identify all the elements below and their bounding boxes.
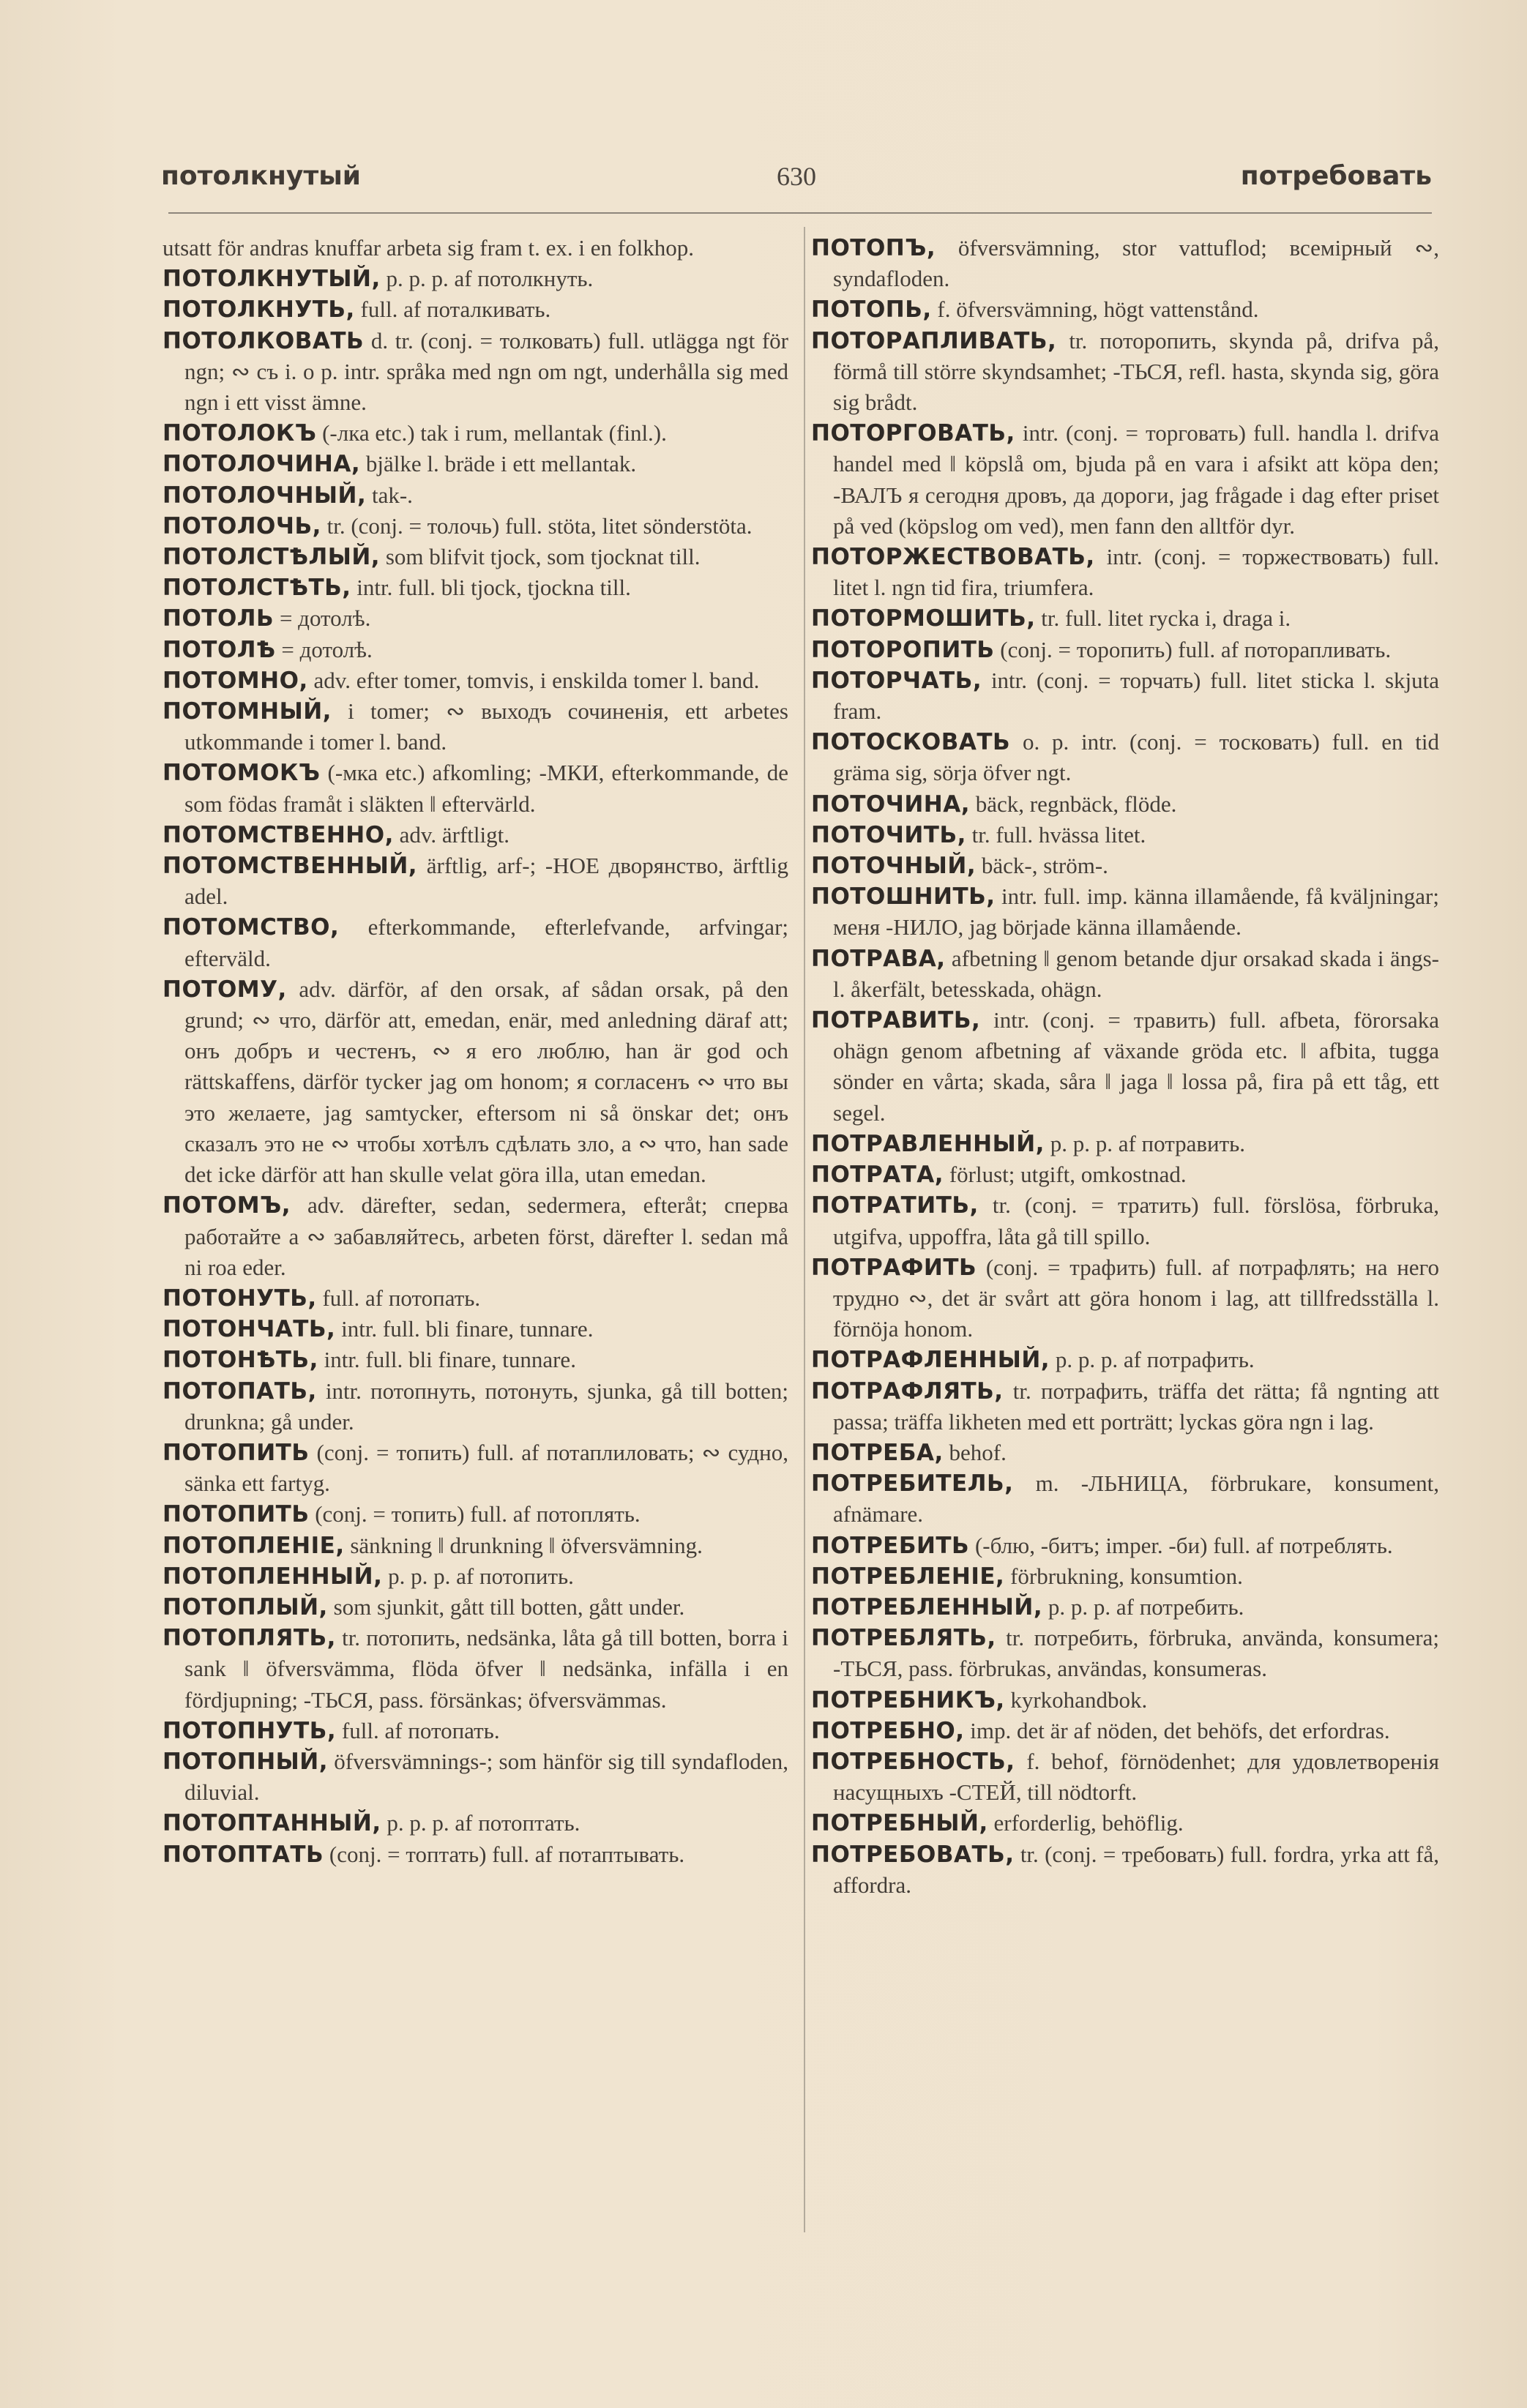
- entry-headword: ПОТОЛСТѢТЬ,: [163, 575, 351, 602]
- dictionary-entry: [163, 1839, 788, 1870]
- entry-definition: tr. потопить, nedsänka, låta gå till botten, borra i sank ‖ öfversvämma, flöda öfver ‖ nedsänka, infälla i en fördjupning; -ТЬСЯ, pass. försänkas; öfversvämmas.: [184, 1625, 788, 1713]
- dictionary-entry: [163, 449, 788, 479]
- entry-definition: (conj. = трафить) full. af потрафлять; на него трудно ∾, det är svårt att göra honom i lag, att tillfredsställa l. förnöja honom.: [833, 1254, 1439, 1342]
- dictionary-entry: [811, 1623, 1439, 1684]
- left-column: [163, 233, 788, 1870]
- entry-definition: full. af поталкивать.: [360, 296, 551, 323]
- dictionary-entry: [811, 603, 1439, 634]
- entry-headword: ПОТРАВЛЕННЫЙ,: [811, 1130, 1045, 1157]
- dictionary-entry: [811, 1159, 1439, 1190]
- dictionary-entry: [811, 1746, 1439, 1808]
- dictionary-entry: [163, 233, 788, 263]
- entry-headword: ПОТОПЛЫЙ,: [163, 1593, 328, 1620]
- dictionary-entry: [163, 1437, 788, 1499]
- dictionary-entry: [163, 974, 788, 1190]
- dictionary-entry: [163, 572, 788, 603]
- entry-headword: ПОТРЕБОВАТЬ,: [811, 1841, 1015, 1868]
- entry-headword: ПОТОРГОВАТЬ,: [811, 420, 1015, 447]
- entry-headword: ПОТОПНЫЙ,: [163, 1748, 329, 1775]
- entry-headword: ПОТРЕБНИКЪ,: [811, 1686, 1005, 1713]
- dictionary-entry: [811, 542, 1439, 603]
- dictionary-entry: [811, 850, 1439, 881]
- entry-headword: ПОТРЕБЛЕННЫЙ,: [811, 1593, 1043, 1620]
- dictionary-entry: [163, 294, 788, 325]
- entry-definition: = дотолѣ.: [279, 605, 371, 632]
- dictionary-entry: [163, 418, 788, 449]
- entry-definition: tr. full. hvässa litet.: [971, 821, 1146, 848]
- entry-definition: p. p. p. af потоптать.: [387, 1810, 580, 1836]
- entry-headword: ПОТОРЖЕСТВОВАТЬ,: [811, 544, 1095, 571]
- entry-definition: full. af потопать.: [341, 1717, 500, 1743]
- entry-definition: tak-.: [371, 482, 413, 508]
- entry-headword: ПОТОЧИНА,: [811, 790, 971, 818]
- entry-definition: (conj. = торопить) full. af поторапливать.: [1000, 636, 1392, 662]
- dictionary-entry: [811, 1190, 1439, 1252]
- entry-definition: (-блю, -битъ; imper. -би) full. af потреблять.: [974, 1532, 1393, 1558]
- header-first-word: потолкнутый: [161, 161, 361, 191]
- entry-definition: intr. (conj. = торжествовать) full. litet l. ngn tid fira, triumfera.: [833, 544, 1439, 601]
- entry-headword: ПОТОНУТЬ,: [163, 1285, 317, 1312]
- dictionary-entry: [811, 1129, 1439, 1159]
- entry-headword: ПОТОРАПЛИВАТЬ,: [811, 327, 1057, 354]
- entry-definition: behof.: [949, 1439, 1007, 1465]
- page-number: 630: [777, 162, 816, 191]
- entry-headword: ПОТОМСТВЕННЫЙ,: [163, 853, 418, 880]
- entry-headword: ПОТРЕБЛЕНІЕ,: [811, 1563, 1005, 1590]
- dictionary-entry: [811, 635, 1439, 665]
- dictionary-entry: [163, 1746, 788, 1808]
- entry-definition: öfversvämning, stor vattuflod; всемірный ∾, syndafloden.: [833, 235, 1440, 292]
- entry-definition: adv. därefter, sedan, sedermera, efteråt; сперва работайте а ∾ забавляйтесь, arbeten först, därefter l. sedan må ni roa eder.: [184, 1192, 789, 1280]
- entry-headword: ПОТОМЪ,: [163, 1192, 291, 1219]
- entry-definition: (-лка etc.) tak i rum, mellantak (finl.).: [322, 420, 667, 446]
- entry-headword: ПОТОЛКОВАТЬ: [163, 327, 365, 354]
- entry-definition: tr. (conj. = тратить) full. förslösa, förbruka, utgifva, uppoffra, låta gå till spillo.: [833, 1192, 1440, 1249]
- dictionary-entry: [811, 943, 1439, 1005]
- dictionary-entry: [811, 1592, 1439, 1623]
- dictionary-entry: [163, 1314, 788, 1345]
- header-last-word: потребовать: [1240, 161, 1432, 191]
- entry-definition: bjälke l. bräde i ett mellantak.: [365, 451, 637, 477]
- entry-definition: sänkning ‖ drunkning ‖ öfversvämning.: [350, 1532, 703, 1558]
- entry-definition: (conj. = топить) full. af потоплять.: [315, 1501, 641, 1528]
- dictionary-entry: [163, 1592, 788, 1623]
- dictionary-entry: [163, 603, 788, 634]
- entry-headword: ПОТРАВИТЬ,: [811, 1007, 981, 1034]
- dictionary-entry: [163, 542, 788, 572]
- entry-headword: ПОТОПЛЕННЫЙ,: [163, 1563, 383, 1590]
- entry-headword: ПОТОНѢТЬ,: [163, 1347, 318, 1374]
- dictionary-entry: [811, 1437, 1439, 1468]
- dictionary-entry: [811, 881, 1439, 943]
- entry-headword: ПОТОШНИТЬ,: [811, 883, 996, 911]
- entry-headword: ПОТОЧНЫЙ,: [811, 853, 977, 880]
- entry-definition: d. tr. (conj. = толковать) full. utlägga ngt för ngn; ∾ съ i. o p. intr. språka med ngn om ngt, underhålla sig med ngn i ett visst ämne.: [184, 327, 788, 416]
- entry-headword: ПОТРАФЛЕННЫЙ,: [811, 1347, 1050, 1374]
- dictionary-entry: [811, 326, 1439, 419]
- entry-definition: p. p. p. af потрафить.: [1055, 1347, 1255, 1373]
- dictionary-entry: [811, 1716, 1439, 1746]
- entry-headword: ПОТРЕБИТЬ: [811, 1532, 970, 1559]
- dictionary-entry: [811, 1252, 1439, 1345]
- entry-headword: ПОТРАФИТЬ: [811, 1254, 977, 1281]
- entry-definition: tr. (conj. = толочь) full. stöta, litet sönderstöta.: [326, 512, 753, 539]
- entry-definition: = дотолѣ.: [281, 636, 373, 662]
- entry-headword: ПОТОРЧАТЬ,: [811, 667, 982, 694]
- entry-headword: ПОТОЛОЧНЫЙ,: [163, 482, 367, 509]
- entry-headword: ПОТОМНЫЙ,: [163, 698, 332, 725]
- dictionary-entry: [811, 1808, 1439, 1839]
- dictionary-entry: [163, 1283, 788, 1314]
- entry-definition: tr. поторопить, skynda på, drifva på, förmå till större skyndsamhet; -ТЬСЯ, refl. hasta, skynda sig, göra sig brådt.: [833, 327, 1439, 416]
- dictionary-entry: [163, 480, 788, 511]
- entry-definition: tr. full. litet rycka i, draga i.: [1041, 605, 1291, 632]
- entry-headword: ПОТРЕБА,: [811, 1439, 944, 1466]
- entry-headword: ПОТОПТАННЫЙ,: [163, 1810, 381, 1837]
- entry-definition: (conj. = топить) full. af потаплиловать; ∾ судно, sänka ett fartyg.: [184, 1439, 788, 1497]
- dictionary-entry: [163, 1623, 788, 1716]
- entry-definition: förlust; utgift, omkostnad.: [949, 1162, 1187, 1188]
- entry-definition: intr. (conj. = торговать) full. handla l. drifva handel med ‖ köpslå om, bjuda på en vara i afsikt att köpa den; -ВАЛЪ я сегодня дровъ, да дороги, jag frågade i dag efter priset på ved (köpslog om ved), men fann den alltför dyr.: [833, 420, 1439, 539]
- dictionary-entry: [163, 1345, 788, 1375]
- dictionary-entry: [811, 294, 1439, 325]
- entry-definition: p. p. p. af потравить.: [1050, 1130, 1246, 1156]
- dictionary-entry: [811, 665, 1439, 727]
- entry-headword: ПОТОРМОШИТЬ,: [811, 605, 1036, 632]
- entry-headword: ПОТОМСТВО,: [163, 914, 340, 941]
- entry-headword: ПОТРЕБНОСТЬ,: [811, 1748, 1015, 1775]
- entry-headword: ПОТОПАТЬ,: [163, 1377, 317, 1405]
- dictionary-entry: [163, 635, 788, 665]
- entry-headword: ПОТОПИТЬ: [163, 1439, 310, 1466]
- column-divider: [804, 227, 805, 2232]
- entry-definition: bäck-, ström-.: [981, 853, 1108, 879]
- entry-definition: adv. efter tomer, tomvis, i enskilda tomer l. band.: [313, 667, 760, 693]
- entry-headword: ПОТОЛСТѢЛЫЙ,: [163, 544, 381, 571]
- entry-definition: adv. därför, af den orsak, af sådan orsak, på den grund; ∾ что, därför att, emedan, enär, med anledning däraf att; онъ добръ и честенъ, ∾ я его люблю, han är god och rättskaffens, därför tycker jag om honom; я согласенъ ∾ что вы это желаете, jag samtycker, eftersom ni så önskar det; онъ сказалъ это не ∾ чтобы хотѣлъ сдѣлать зло, а ∾ что, han sade det icke därför att han skulle velat göra illa, utan emedan.: [184, 976, 788, 1188]
- dictionary-entry: [163, 850, 788, 912]
- entry-definition: kyrkohandbok.: [1010, 1686, 1148, 1713]
- entry-definition: efterkommande, efterlefvande, arfvingar; efterväld.: [184, 914, 789, 971]
- entry-definition: som sjunkit, gått till botten, gått under.: [333, 1593, 685, 1620]
- dictionary-entry: [811, 1685, 1439, 1716]
- dictionary-entry: [811, 1530, 1439, 1561]
- entry-headword: ПОТОЛКНУТЫЙ,: [163, 266, 381, 293]
- entry-definition: f. öfversvämning, högt vattenstånd.: [937, 296, 1259, 323]
- dictionary-entry: [163, 1561, 788, 1592]
- dictionary-entry: [163, 820, 788, 850]
- dictionary-entry: [163, 326, 788, 419]
- entry-definition: p. p. p. af потолкнуть.: [386, 266, 594, 292]
- entry-definition: p. p. p. af потребить.: [1048, 1593, 1244, 1620]
- entry-headword: ПОТРАТИТЬ,: [811, 1192, 979, 1219]
- entry-definition: tr. (conj. = требовать) full. fordra, yrka att få, affordra.: [833, 1841, 1440, 1898]
- entry-definition: intr. full. bli tjock, tjockna till.: [356, 575, 631, 601]
- dictionary-entry: [811, 727, 1439, 788]
- entry-headword: ПОТОМОКЪ: [163, 760, 321, 787]
- entry-headword: ПОТРЕБНЫЙ,: [811, 1810, 988, 1837]
- dictionary-entry: [811, 820, 1439, 850]
- entry-definition: adv. ärftligt.: [399, 821, 509, 848]
- running-head: [161, 161, 1432, 205]
- entry-definition: intr. потопнуть, потонуть, sjunka, gå till botten; drunkna; gå under.: [184, 1377, 788, 1435]
- entry-headword: ПОТРЕБНО,: [811, 1717, 965, 1744]
- dictionary-entry: [811, 418, 1439, 542]
- dictionary-entry: [811, 1561, 1439, 1592]
- entry-definition: utsatt för andras knuffar arbeta sig fram t. ex. i en folkhop.: [163, 235, 694, 261]
- entry-headword: ПОТОЛКНУТЬ,: [163, 296, 355, 324]
- entry-headword: ПОТРАТА,: [811, 1162, 944, 1189]
- right-column: [811, 233, 1439, 1901]
- entry-definition: intr. (conj. = торчать) full. litet sticka l. skjuta fram.: [833, 667, 1440, 725]
- entry-headword: ПОТОЛОКЪ: [163, 420, 317, 447]
- dictionary-entry: [163, 1376, 788, 1437]
- entry-definition: ärftlig, arf-; -НОЕ дворянство, ärftlig adel.: [184, 853, 788, 910]
- entry-headword: ПОТОМНО,: [163, 667, 308, 694]
- dictionary-entry: [163, 1499, 788, 1530]
- entry-definition: intr. (conj. = травить) full. afbeta, förorsaka ohägn genom afbetning af växande gröda etc. ‖ afbita, tugga sönder en vårta; skada, såra ‖ jaga ‖ lossa på, fira på ett tåg, ett segel.: [833, 1007, 1439, 1126]
- entry-definition: afbetning ‖ genom betande djur orsakad skada i ängs- l. åkerfält, betesskada, ohägn.: [833, 945, 1440, 1002]
- entry-headword: ПОТОПЪ,: [811, 235, 936, 261]
- dictionary-entry: [811, 1005, 1439, 1129]
- entry-headword: ПОТОМУ,: [163, 976, 287, 1003]
- entry-definition: förbrukning, konsumtion.: [1010, 1563, 1243, 1589]
- entry-headword: ПОТОПЛЕНІЕ,: [163, 1532, 345, 1559]
- entry-definition: intr. full. bli finare, tunnare.: [341, 1316, 594, 1342]
- entry-headword: ПОТРЕБЛЯТЬ,: [811, 1625, 996, 1652]
- entry-definition: tr. потребить, förbruka, använda, konsumera; -ТЬСЯ, pass. förbrukas, användas, konsumeras.: [833, 1625, 1439, 1682]
- dictionary-entry: [163, 912, 788, 973]
- entry-definition: o. p. intr. (conj. = тосковать) full. en tid gräma sig, sörja öfver ngt.: [833, 729, 1440, 786]
- entry-definition: m. -ЛЬНИЦА, förbrukare, konsument, afnämare.: [833, 1470, 1439, 1528]
- entry-headword: ПОТРАФЛЯТЬ,: [811, 1377, 1004, 1405]
- entry-headword: ПОТОПЛЯТЬ,: [163, 1625, 336, 1652]
- dictionary-entry: [811, 1839, 1439, 1901]
- entry-definition: intr. full. bli finare, tunnare.: [324, 1347, 576, 1373]
- dictionary-entry: [163, 1716, 788, 1746]
- entry-definition: imp. det är af nöden, det behöfs, det erfordras.: [970, 1717, 1390, 1743]
- dictionary-entry: [163, 1808, 788, 1839]
- entry-definition: full. af потопать.: [322, 1285, 481, 1311]
- dictionary-entry: [163, 1190, 788, 1283]
- entry-definition: p. p. p. af потопить.: [388, 1563, 574, 1589]
- entry-headword: ПОТОЛОЧЬ,: [163, 512, 321, 539]
- dictionary-entry: [811, 1345, 1439, 1375]
- entry-definition: i tomer; ∾ выходъ сочиненія, ett arbetes utkommande i tomer l. band.: [184, 698, 788, 755]
- entry-definition: erforderlig, behöflig.: [993, 1810, 1184, 1836]
- entry-definition: f. behof, förnödenhet; для удовлетворенія насущныхъ -СТЕЙ, till nödtorft.: [833, 1748, 1439, 1806]
- entry-headword: ПОТОЛѢ: [163, 636, 276, 663]
- entry-definition: intr. full. imp. känna illamående, få kväljningar; меня -НИЛО, jag började känna illamående.: [833, 883, 1439, 941]
- dictionary-entry: [163, 696, 788, 758]
- dictionary-entry: [811, 233, 1439, 294]
- dictionary-entry: [163, 511, 788, 542]
- dictionary-entry: [811, 1468, 1439, 1530]
- entry-headword: ПОТОПИТЬ: [163, 1501, 310, 1528]
- dictionary-entry: [163, 758, 788, 819]
- entry-definition: bäck, regnbäck, flöde.: [975, 790, 1177, 817]
- entry-definition: tr. потрафить, träffa det rätta; få ngnting att passa; träffa likheten med ett porträtt; lyckas göra ngn i lag.: [833, 1377, 1440, 1435]
- dictionary-entry: [163, 665, 788, 696]
- dictionary-entry: [163, 263, 788, 294]
- entry-headword: ПОТРЕБИТЕЛЬ,: [811, 1470, 1014, 1497]
- entry-definition: som blifvit tjock, som tjocknat till.: [385, 544, 701, 570]
- entry-headword: ПОТОПЬ,: [811, 296, 932, 324]
- entry-headword: ПОТОНЧАТЬ,: [163, 1316, 336, 1343]
- entry-headword: ПОТОМСТВЕННО,: [163, 821, 394, 848]
- entry-headword: ПОТОЧИТЬ,: [811, 821, 966, 848]
- entry-headword: ПОТОЛОЧИНА,: [163, 451, 361, 478]
- header-rule: [168, 212, 1432, 214]
- entry-headword: ПОТОРОПИТЬ: [811, 636, 995, 663]
- entry-headword: ПОТОПТАТЬ: [163, 1841, 324, 1868]
- dictionary-entry: [163, 1530, 788, 1561]
- entry-headword: ПОТОЛЬ: [163, 605, 275, 632]
- entry-definition: (-мка etc.) afkomling; -МКИ, efterkommande, de som födas framåt i släkten ‖ eftervärld.: [184, 760, 788, 817]
- entry-headword: ПОТОСКОВАТЬ: [811, 729, 1011, 756]
- entry-headword: ПОТОПНУТЬ,: [163, 1717, 337, 1744]
- dictionary-entry: [811, 1376, 1439, 1437]
- entry-definition: öfversvämnings-; som hänför sig till syndafloden, diluvial.: [184, 1748, 789, 1806]
- entry-headword: ПОТРАВА,: [811, 945, 946, 972]
- entry-definition: (conj. = топтать) full. af потаптывать.: [329, 1841, 685, 1867]
- dictionary-entry: [811, 789, 1439, 820]
